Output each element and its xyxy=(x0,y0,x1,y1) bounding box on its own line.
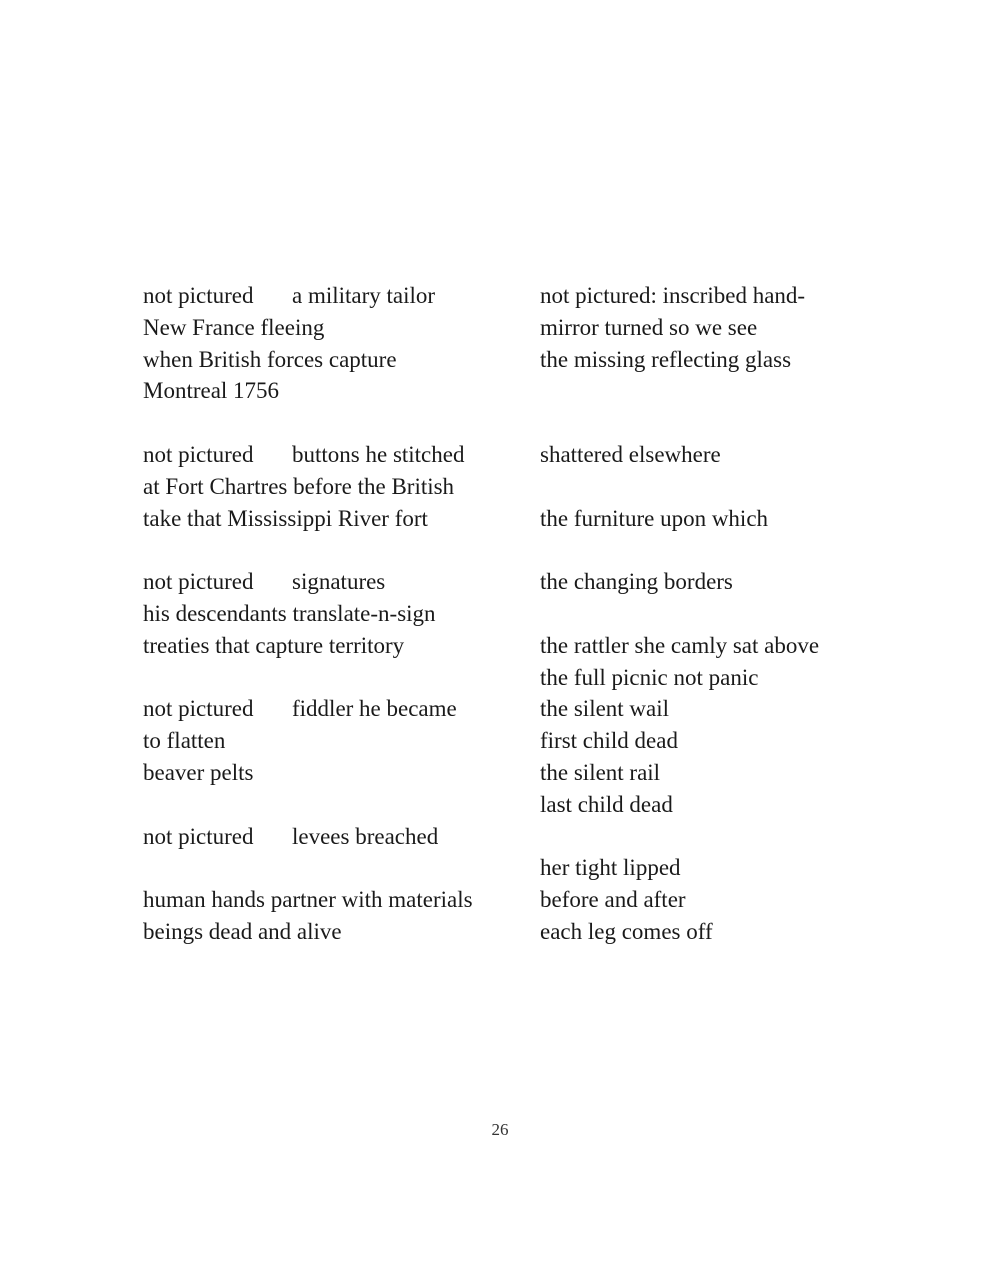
poem-line: mirror turned so we see xyxy=(540,314,758,340)
poem-line: not pictured: inscribed hand- xyxy=(540,283,806,308)
poem-line: the silent rail xyxy=(540,759,661,785)
poem-line: before and after xyxy=(540,887,686,913)
not-pictured-label: not pictured xyxy=(143,823,254,849)
poem-phrase: levees breached xyxy=(292,823,439,849)
poem-line: his descendants translate-n-sign xyxy=(143,600,436,626)
poem-line xyxy=(143,280,523,312)
poem-line: treaties that capture territory xyxy=(143,632,405,658)
not-pictured-label: not pictured xyxy=(143,569,254,595)
poem-line: when British forces capture xyxy=(143,346,397,372)
poem-line: the missing reflecting glass xyxy=(540,346,792,372)
poem-line xyxy=(143,439,523,471)
poem-line: the changing borders xyxy=(540,569,733,595)
poem-phrase: signatures xyxy=(292,569,386,595)
poem-phrase: fiddler he became xyxy=(292,696,457,722)
poem-line: each leg comes off xyxy=(540,918,713,944)
poem-line: the silent wail xyxy=(540,696,670,722)
poem-phrase: a military tailor xyxy=(292,283,436,308)
poem-line: first child dead xyxy=(540,728,678,754)
poem-line: beaver pelts xyxy=(143,759,254,785)
not-pictured-label: not pictured xyxy=(143,283,254,308)
poem-line: her tight lipped xyxy=(540,855,681,881)
poem-line: human hands partner with materials xyxy=(143,887,473,913)
not-pictured-label: not pictured xyxy=(143,441,254,467)
poem-line: the full picnic not panic xyxy=(540,664,759,690)
not-pictured-label: not pictured xyxy=(143,696,254,722)
poem-line: last child dead xyxy=(540,791,673,817)
poem-line: beings dead and alive xyxy=(143,918,342,944)
poem-line xyxy=(143,821,523,853)
poem-line: to flatten xyxy=(143,728,226,754)
poem-line xyxy=(143,693,523,725)
poem-line: the furniture upon which xyxy=(540,505,769,531)
poem-phrase: buttons he stitched xyxy=(292,441,465,467)
poem-line: the rattler she camly sat above xyxy=(540,632,820,658)
poem-line: Montreal 1756 xyxy=(143,378,280,404)
poem-line: take that Mississippi River fort xyxy=(143,505,428,531)
poem-line: at Fort Chartres before the British xyxy=(143,473,455,499)
poem-line xyxy=(143,566,523,598)
poem-line: New France fleeing xyxy=(143,314,325,340)
right-column xyxy=(540,280,960,948)
poem-line: shattered elsewhere xyxy=(540,441,721,467)
page-number: 26 xyxy=(491,1120,509,1139)
left-column xyxy=(143,280,523,948)
